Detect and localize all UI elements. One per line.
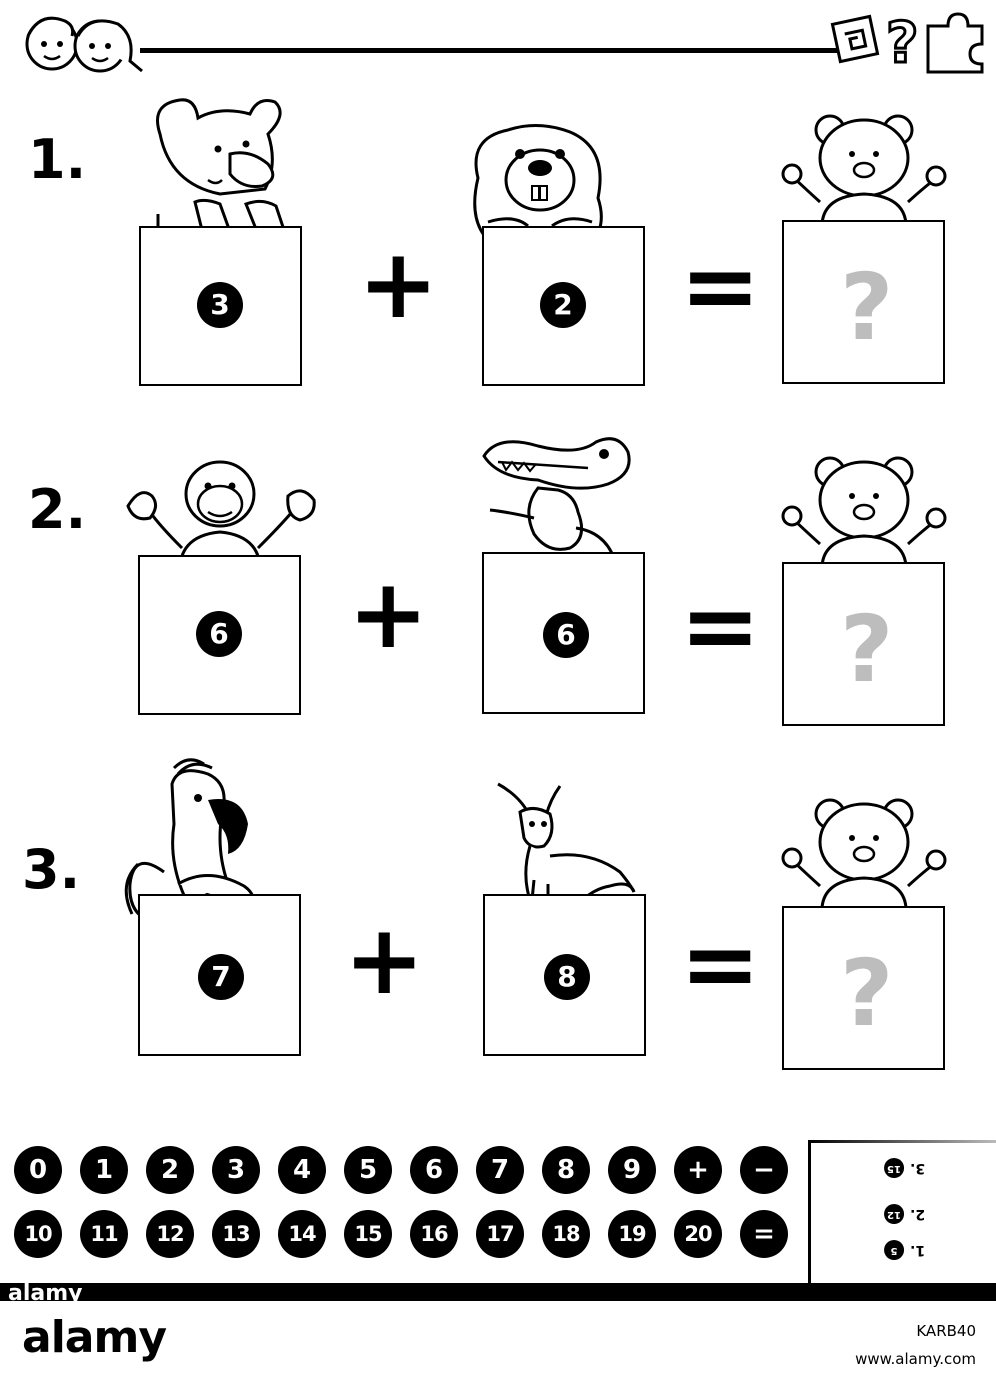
tray-item: 20: [674, 1210, 722, 1258]
row-2-index: 2.: [28, 478, 87, 541]
tray-item: 4: [278, 1146, 326, 1194]
row-1-result-question: ?: [840, 254, 894, 361]
bear-icon: [780, 112, 950, 224]
row-2-operator: +: [348, 558, 429, 670]
tray-item: −: [740, 1146, 788, 1194]
row-3-operator: +: [344, 904, 425, 1016]
row-1-equals: =: [680, 230, 761, 342]
answer-2: 2. 12: [884, 1204, 925, 1224]
row-3-result-question: ?: [840, 940, 894, 1047]
header-rule: [140, 48, 840, 53]
tray-item: 18: [542, 1210, 590, 1258]
tray-item: 5: [344, 1146, 392, 1194]
answer-key-divider: [808, 1140, 811, 1290]
svg-text:?: ?: [886, 11, 919, 74]
tray-item: 3: [212, 1146, 260, 1194]
row-3-index: 3.: [22, 838, 81, 901]
tray-item: 12: [146, 1210, 194, 1258]
row-2-left-number: 6: [196, 611, 242, 657]
row-1-operator: +: [358, 228, 439, 340]
bear-icon: [780, 796, 950, 908]
kids-faces-icon: [10, 6, 150, 76]
tray-item: 17: [476, 1210, 524, 1258]
row-2-equals: =: [680, 570, 761, 682]
row-1-right-number: 2: [540, 282, 586, 328]
watermark: alamy: [8, 1281, 83, 1306]
brand-logo: alamy: [22, 1312, 166, 1363]
tray-item: 16: [410, 1210, 458, 1258]
tray-item: 11: [80, 1210, 128, 1258]
tray-item: 13: [212, 1210, 260, 1258]
tray-item: 7: [476, 1146, 524, 1194]
row-2-right-number: 6: [543, 612, 589, 658]
site-url: www.alamy.com: [855, 1350, 976, 1368]
row-1-left-number: 3: [197, 282, 243, 328]
tray-item: 6: [410, 1146, 458, 1194]
tray-item: =: [740, 1210, 788, 1258]
row-2-result-question: ?: [840, 596, 894, 703]
answer-key-rule: [808, 1140, 996, 1143]
answer-1: 1. 5: [884, 1240, 925, 1260]
row-3-left-number: 7: [198, 954, 244, 1000]
tray-item: +: [674, 1146, 722, 1194]
row-1-index: 1.: [28, 128, 87, 191]
tray-item: 10: [14, 1210, 62, 1258]
tray-item: 15: [344, 1210, 392, 1258]
tray-item: 14: [278, 1210, 326, 1258]
image-code: KARB40: [916, 1322, 976, 1340]
puzzle-icons: [830, 4, 990, 74]
tray-item: 2: [146, 1146, 194, 1194]
tray-item: 0: [14, 1146, 62, 1194]
answer-2-value: 12: [884, 1204, 904, 1224]
footer-bar: [0, 1283, 996, 1301]
answer-3: 3. 15: [884, 1158, 925, 1178]
bear-icon: [780, 454, 950, 566]
tray-item: 1: [80, 1146, 128, 1194]
answer-3-value: 15: [884, 1158, 904, 1178]
row-3-equals: =: [680, 908, 761, 1020]
tray-item: 19: [608, 1210, 656, 1258]
row-3-right-number: 8: [544, 954, 590, 1000]
tray-item: 8: [542, 1146, 590, 1194]
tray-item: 9: [608, 1146, 656, 1194]
answer-key: [808, 1140, 996, 1290]
answer-1-value: 5: [884, 1240, 904, 1260]
